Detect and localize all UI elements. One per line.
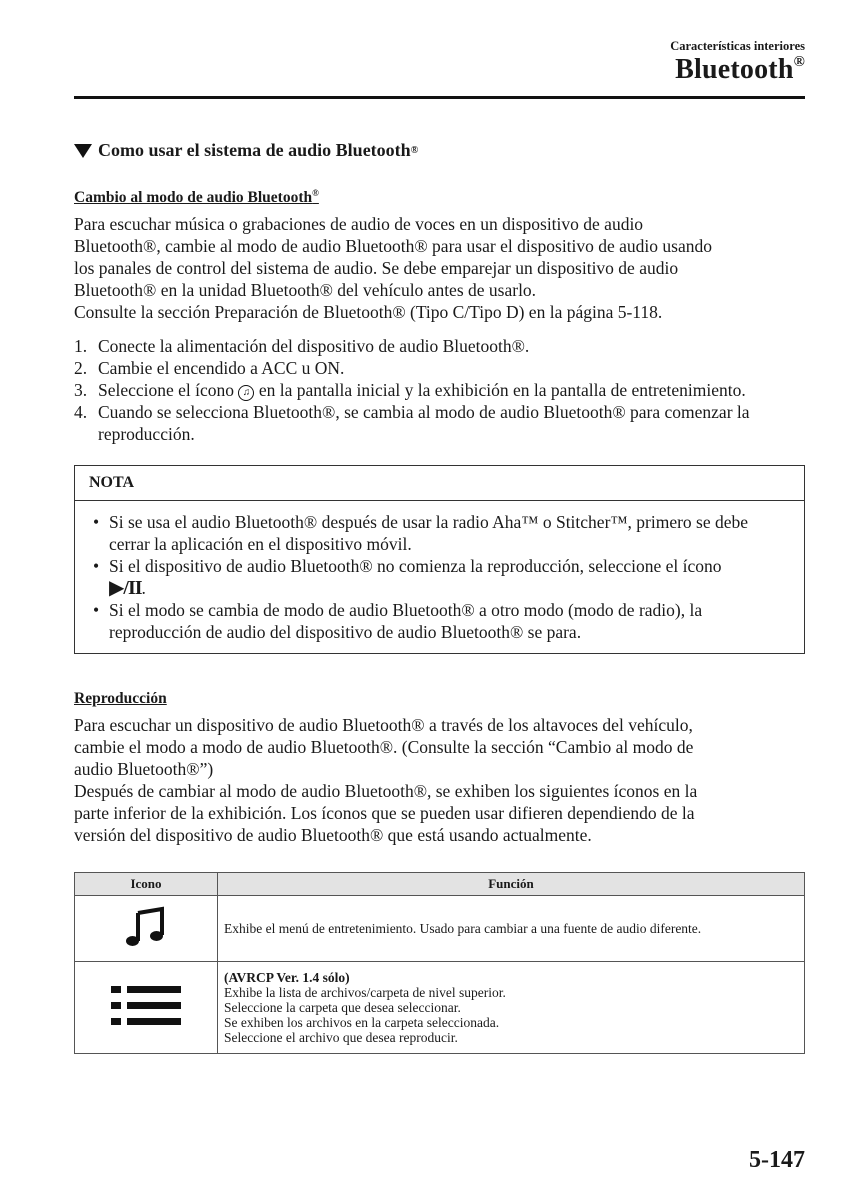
para-line: Bluetooth®, cambie al modo de audio Bluetooth® para usar el dispositivo de audio usando — [74, 236, 712, 256]
para-line: versión del dispositivo de audio Bluetooth® que está usando actualmente. — [74, 825, 592, 845]
header-section-label: Características interiores — [670, 39, 805, 53]
header-title: Bluetooth® — [675, 54, 805, 85]
para-line: parte inferior de la exhibición. Los íconos que se pueden usar difieren dependiendo de la — [74, 803, 695, 823]
nota-item: • Si el modo se cambia de modo de audio Bluetooth® a otro modo (modo de radio), la reproducción de audio del dispositivo de audio Bluetooth® se para. — [93, 600, 703, 642]
para-line: Consulte la sección Preparación de Bluetooth® (Tipo C/Tipo D) en la página 5-118. — [74, 302, 663, 322]
nota-heading: NOTA — [75, 466, 804, 501]
para-line: los panales de control del sistema de audio. Se debe emparejar un dispositivo de audio — [74, 258, 679, 278]
para-line: Para escuchar un dispositivo de audio Bluetooth® a través de los altavoces del vehículo, — [74, 715, 693, 735]
header-rule — [74, 96, 805, 99]
page-number: 5-147 — [749, 1147, 805, 1173]
steps-list — [74, 335, 805, 445]
subsection-title-reproduccion: Reproducción — [74, 690, 167, 707]
triangle-icon — [74, 144, 92, 158]
music-note-icon: ♫ — [238, 385, 254, 401]
nota-body — [75, 501, 804, 653]
table-header-row — [75, 873, 805, 896]
section-title: Como usar el sistema de audio Bluetooth ® — [74, 140, 805, 161]
page-content — [74, 140, 805, 1054]
icon-cell — [75, 962, 218, 1054]
table-header-icono: Icono — [75, 873, 218, 896]
para-line: cambie el modo a modo de audio Bluetooth®. (Consulte la sección “Cambio al modo de — [74, 737, 694, 757]
nota-item: • Si se usa el audio Bluetooth® después de usar la radio Aha™ o Stitcher™, primero se debe cerrar la aplicación en el dispositivo móvil. — [93, 512, 749, 554]
icon-function-table — [74, 872, 805, 1054]
nota-box — [74, 465, 805, 654]
function-cell: Exhibe el menú de entretenimiento. Usado para cambiar a una fuente de audio diferente. — [218, 896, 805, 962]
music-note-icon — [124, 905, 168, 949]
nota-item: • Si el dispositivo de audio Bluetooth® no comienza la reproducción, seleccione el ícono ▶/II. — [93, 556, 722, 599]
para-line: audio Bluetooth®”) — [74, 759, 214, 779]
icon-cell — [75, 896, 218, 962]
table-row — [75, 896, 805, 962]
table-row — [75, 962, 805, 1054]
step-item: 2. Cambie el encendido a ACC u ON. — [74, 358, 345, 378]
para-line: Bluetooth® en la unidad Bluetooth® del vehículo antes de usarlo. — [74, 280, 537, 300]
step-item: 3. Seleccione el ícono ♫ en la pantalla inicial y la exhibición en la pantalla de entretenimiento. — [74, 380, 746, 400]
para-line: Para escuchar música o grabaciones de audio de voces en un dispositivo de audio — [74, 214, 644, 234]
paragraph-cambio — [74, 213, 805, 323]
function-cell: (AVRCP Ver. 1.4 sólo) Exhibe la lista de archivos/carpeta de nivel superior. Seleccione la carpeta que desea seleccionar. Se exhiben los archivos en la carpeta seleccionada. Seleccione el archivo que desea reproducir. — [218, 962, 805, 1054]
step-item: 1. Conecte la alimentación del dispositivo de audio Bluetooth®. — [74, 336, 530, 356]
paragraph-reproduccion — [74, 714, 805, 846]
list-icon — [111, 984, 181, 1028]
subsection-title-cambio: Cambio al modo de audio Bluetooth® — [74, 187, 319, 206]
step-item: 4. Cuando se selecciona Bluetooth®, se cambia al modo de audio Bluetooth® para comenzar la reproducción. — [74, 402, 750, 444]
table-header-funcion: Función — [218, 873, 805, 896]
play-pause-icon: ▶/II — [109, 577, 142, 599]
para-line: Después de cambiar al modo de audio Bluetooth®, se exhiben los siguientes íconos en la — [74, 781, 698, 801]
